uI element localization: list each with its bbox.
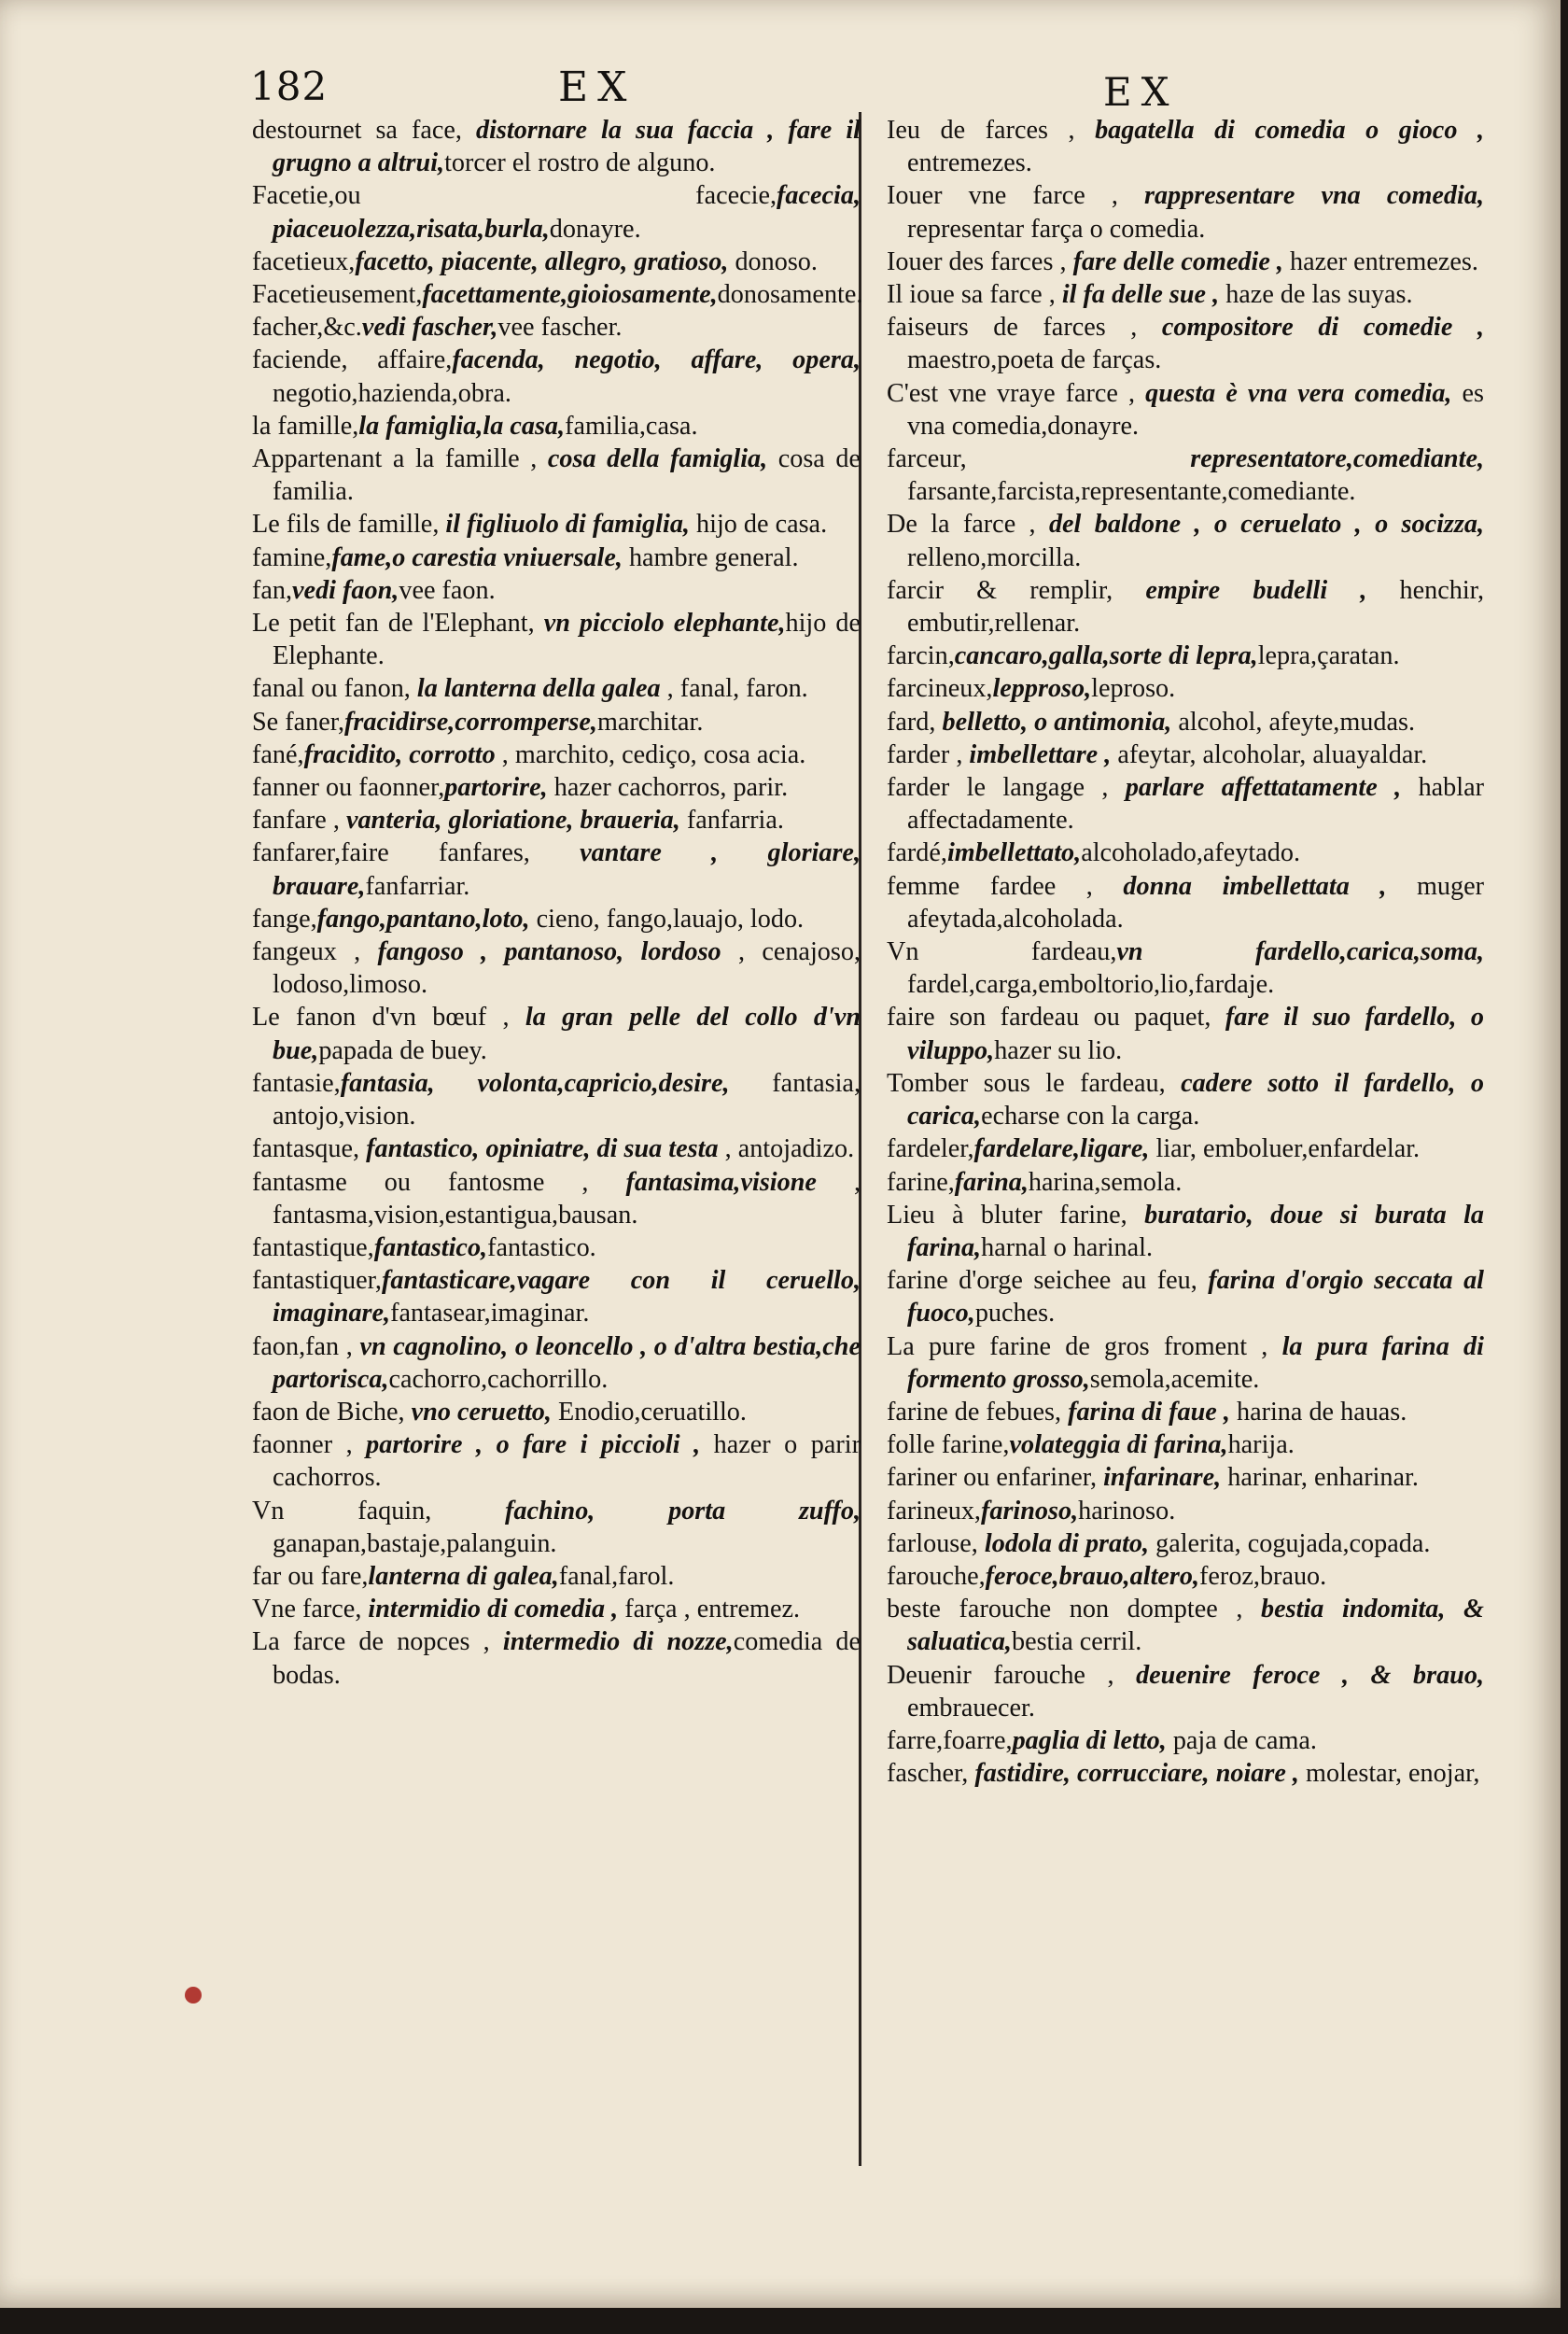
dictionary-entry [887, 1199, 1484, 1264]
spanish-gloss: ganapan,bastaje,palanguin. [273, 1528, 557, 1558]
dictionary-entry [252, 1560, 861, 1593]
dictionary-entry [887, 246, 1484, 278]
left-running-head: EX [558, 63, 637, 111]
dictionary-entry [252, 1428, 861, 1494]
french-headword: farcin, [887, 641, 955, 671]
dictionary-entry [887, 1067, 1484, 1132]
dictionary-entry [252, 443, 861, 508]
italian-gloss: imbellettare , [969, 739, 1112, 769]
french-headword: Il ioue sa farce , [887, 280, 1062, 310]
spanish-gloss: , fantasma,vision,estantigua,bausan. [273, 1167, 861, 1230]
dictionary-entry [887, 1461, 1484, 1494]
dictionary-entry [887, 837, 1484, 869]
dictionary-entry [252, 1067, 861, 1132]
dictionary-entry [887, 1527, 1484, 1560]
french-headword: farlouse, [887, 1528, 985, 1558]
french-headword: Iouer vne farce , [887, 181, 1145, 211]
italian-gloss: questa è vna vera comedia, [1145, 378, 1452, 408]
dictionary-entry [887, 1757, 1484, 1790]
spanish-gloss: donayre. [549, 214, 641, 244]
left-column [252, 114, 861, 1692]
dictionary-entry [252, 837, 861, 902]
french-headword: fanner ou faonner, [252, 773, 445, 803]
french-headword: destournet sa face, [252, 116, 476, 145]
dictionary-entry [252, 903, 861, 935]
italian-gloss: fantasticare,vagare con il ceruello, imaginare, [273, 1266, 861, 1329]
spanish-gloss: negotio,hazienda,obra. [273, 378, 511, 408]
french-headword: fange, [252, 904, 317, 934]
spanish-gloss: harina,semola. [1028, 1167, 1183, 1197]
french-headword: faciende, affaire, [252, 345, 453, 375]
spanish-gloss: es vna comedia,donayre. [907, 378, 1484, 441]
italian-gloss: distornare la sua faccia , fare il grugno a altrui, [273, 116, 861, 178]
spanish-gloss: semola,acemite. [1089, 1364, 1260, 1394]
french-headword: fané, [252, 739, 304, 769]
french-headword: beste farouche non domptee , [887, 1595, 1262, 1624]
french-headword: farder le langage , [887, 773, 1126, 803]
french-headword: fanfare , [252, 806, 346, 836]
italian-gloss: farina, [954, 1167, 1029, 1197]
italian-gloss: rappresentare vna comedia, [1144, 181, 1484, 211]
dictionary-entry [887, 935, 1484, 1001]
french-headword: La farce de nopces , [252, 1627, 503, 1657]
spanish-gloss: , fanal, faron. [660, 674, 808, 704]
spanish-gloss: representar farça o comedia. [907, 214, 1206, 244]
french-headword: fardé, [887, 838, 947, 868]
french-headword: farcir & remplir, [887, 575, 1146, 605]
italian-gloss: donna imbellettata , [1123, 871, 1387, 901]
spanish-gloss: fardel,carga,emboltorio,lio,fardaje. [907, 970, 1275, 1000]
italian-gloss: farina di faue , [1068, 1397, 1230, 1427]
italian-gloss: fastidire, corrucciare, noiare , [974, 1759, 1299, 1789]
french-headword: fantasie, [252, 1068, 341, 1098]
french-headword: fantastique, [252, 1232, 374, 1262]
french-headword: fangeux , [252, 937, 378, 967]
dictionary-entry [887, 1593, 1484, 1658]
italian-gloss: fantasia, volonta,capricio,desire, [340, 1068, 730, 1098]
italian-gloss: la lanterna della galea [416, 674, 661, 704]
italian-gloss: fardelare,ligare, [973, 1134, 1150, 1164]
dictionary-entry [887, 738, 1484, 771]
dictionary-entry [887, 672, 1484, 705]
spanish-gloss: Enodio,ceruatillo. [551, 1397, 747, 1427]
french-headword: faiseurs de farces , [887, 313, 1162, 343]
spanish-gloss: fantasia, antojo,vision. [273, 1068, 861, 1132]
spanish-gloss: harinar, enharinar. [1221, 1463, 1419, 1493]
dictionary-entry [887, 311, 1484, 376]
french-headword: famine, [252, 542, 332, 572]
french-headword: Le petit fan de l'Elephant, [252, 609, 544, 639]
french-headword: fardeler, [887, 1134, 974, 1164]
dictionary-entry [887, 278, 1484, 311]
french-headword: fascher, [887, 1759, 975, 1789]
italian-gloss: fango,pantano,loto, [316, 904, 530, 934]
spanish-gloss: maestro,poeta de farças. [907, 345, 1162, 375]
french-headword: Le fanon d'vn bœuf , [252, 1003, 525, 1033]
italian-gloss: vanteria, gloriatione, braueria, [345, 806, 680, 836]
spanish-gloss: , cenajoso, lodoso,limoso. [273, 937, 861, 1000]
dictionary-entry [887, 1560, 1484, 1593]
italian-gloss: la pura farina di formento grosso, [907, 1331, 1484, 1394]
italian-gloss: il fa delle sue , [1061, 280, 1220, 310]
dictionary-entry [252, 508, 861, 541]
french-headword: Facetieusement, [252, 280, 423, 310]
french-headword: farine de febues, [887, 1397, 1069, 1427]
italian-gloss: empire budelli , [1145, 575, 1367, 605]
dictionary-entry [252, 1001, 861, 1066]
italian-gloss: volateggia di farina, [1009, 1430, 1228, 1460]
italian-gloss: fantastico, opiniatre, di sua testa [366, 1134, 719, 1164]
italian-gloss: vn fardello,carica,soma, [1116, 937, 1484, 967]
spanish-gloss: cachorro,cachorrillo. [388, 1364, 609, 1394]
french-headword: fariner ou enfariner, [887, 1463, 1104, 1493]
spanish-gloss: henchir, embutir,rellenar. [907, 575, 1484, 639]
italian-gloss: del baldone , o ceruelato , o socizza, [1048, 510, 1484, 540]
french-headword: Deuenir farouche , [887, 1660, 1137, 1690]
spanish-gloss: leproso. [1091, 674, 1176, 704]
spanish-gloss: relleno,morcilla. [907, 542, 1082, 572]
italian-gloss: fangoso , pantanoso, lordoso [377, 937, 721, 967]
spanish-gloss: embrauecer. [907, 1693, 1035, 1722]
dictionary-entry [252, 114, 861, 179]
italian-gloss: buratario, doue si burata la farina, [907, 1200, 1484, 1262]
french-headword: fan, [252, 575, 293, 605]
dictionary-entry [887, 114, 1484, 179]
dictionary-entry [887, 1166, 1484, 1199]
dictionary-entry [252, 541, 861, 574]
french-headword: fantasque, [252, 1134, 367, 1164]
spanish-gloss: cosa de familia. [273, 444, 861, 507]
italian-gloss: fachino, porta zuffo, [505, 1496, 861, 1526]
italian-gloss: compositore di comedie , [1161, 313, 1484, 343]
spanish-gloss: feroz,brauo. [1199, 1561, 1327, 1591]
italian-gloss: cadere sotto il fardello, o carica, [907, 1068, 1484, 1132]
spanish-gloss: liar, emboluer,enfardelar. [1149, 1134, 1421, 1164]
dictionary-entry [887, 1724, 1484, 1757]
spanish-gloss: fanfarriar. [365, 871, 470, 901]
spanish-gloss: alcoholado,afeytado. [1081, 838, 1300, 868]
dictionary-entry [887, 443, 1484, 508]
spanish-gloss: hijo de Elephante. [273, 609, 861, 671]
french-headword: farre,foarre, [887, 1725, 1013, 1755]
italian-gloss: fracidito, corrotto [303, 739, 496, 769]
french-headword: facher,&c. [252, 313, 362, 343]
french-headword: Vn fardeau, [887, 937, 1117, 967]
italian-gloss: la famiglia,la casa, [358, 411, 566, 441]
french-headword: Vn faquin, [252, 1496, 506, 1526]
dictionary-entry [887, 574, 1484, 640]
french-headword: farder , [887, 739, 970, 769]
french-headword: farcineux, [887, 674, 993, 704]
spanish-gloss: familia,casa. [565, 411, 698, 441]
italian-gloss: vn cagnolino, o leoncello , o d'altra bestia,che partorisca, [273, 1331, 861, 1394]
french-headword: farouche, [887, 1561, 986, 1591]
french-headword: fantastiquer, [252, 1266, 382, 1296]
italian-gloss: belletto, o antimonia, [942, 707, 1172, 737]
italian-gloss: facettamente,gioiosamente, [422, 280, 718, 310]
dictionary-entry [887, 706, 1484, 738]
dictionary-entry [252, 706, 861, 738]
italian-gloss: parlare affettatamente , [1125, 773, 1402, 803]
italian-gloss: fame,o carestia vniuersale, [331, 542, 623, 572]
spanish-gloss: vee faon. [399, 575, 496, 605]
french-headword: Iouer des farces , [887, 246, 1073, 276]
italian-gloss: vn picciolo elephante, [543, 609, 786, 639]
spanish-gloss: donosamente. [717, 280, 863, 310]
french-headword: Tomber sous le fardeau, [887, 1068, 1182, 1098]
dictionary-entry [252, 1495, 861, 1560]
italian-gloss: feroce,brauo,altero, [985, 1561, 1200, 1591]
dictionary-entry [252, 1593, 861, 1625]
french-headword: Le fils de famille, [252, 510, 446, 540]
dictionary-entry [252, 672, 861, 705]
ink-mark [185, 1987, 202, 2004]
italian-gloss: fare delle comedie , [1072, 246, 1283, 276]
french-headword: facetieux, [252, 246, 356, 276]
french-headword: faon,fan , [252, 1331, 360, 1361]
french-headword: farceur, [887, 444, 1191, 474]
spanish-gloss: bestia cerril. [1011, 1627, 1142, 1657]
italian-gloss: intermedio di nozze, [502, 1627, 734, 1657]
dictionary-entry [887, 1495, 1484, 1527]
spanish-gloss: fanfarria. [679, 806, 784, 836]
spanish-gloss: fanal,farol. [558, 1561, 675, 1591]
spanish-gloss: comedia de bodas. [273, 1627, 861, 1690]
italian-gloss: il figliuolo di famiglia, [445, 510, 690, 540]
french-headword: Vne farce, [252, 1595, 369, 1624]
spanish-gloss: farsante,farcista,representante,comediante. [907, 477, 1356, 507]
dictionary-entry [252, 1132, 861, 1165]
italian-gloss: imbellettato, [946, 838, 1082, 868]
dictionary-entry [252, 1625, 861, 1691]
spanish-gloss: harija. [1227, 1430, 1295, 1460]
right-running-head: EX [1103, 69, 1179, 115]
italian-gloss: la gran pelle del collo d'vn bue, [273, 1003, 861, 1065]
italian-gloss: partorire, [444, 773, 548, 803]
dictionary-entry [252, 246, 861, 278]
french-headword: C'est vne vraye farce , [887, 378, 1146, 408]
dictionary-entry [252, 278, 861, 311]
italian-gloss: bestia indomita, & saluatica, [907, 1595, 1484, 1657]
french-headword: folle farine, [887, 1430, 1010, 1460]
dictionary-entry [252, 771, 861, 804]
dictionary-entry [252, 1330, 861, 1396]
spanish-gloss: hambre general. [622, 542, 799, 572]
italian-gloss: infarinare, [1103, 1463, 1222, 1493]
italian-gloss: fracidirse,corromperse, [344, 707, 597, 737]
italian-gloss: vno ceruetto, [411, 1397, 552, 1427]
spanish-gloss: hijo de casa. [689, 510, 828, 540]
page-header [0, 58, 1561, 114]
spanish-gloss: farça , entremez. [618, 1595, 801, 1624]
spanish-gloss: fantasear,imaginar. [390, 1299, 590, 1329]
dictionary-entry [887, 870, 1484, 935]
dictionary-entry [887, 1428, 1484, 1461]
french-headword: far ou fare, [252, 1561, 369, 1591]
spanish-gloss: puches. [974, 1299, 1056, 1329]
french-headword: Ieu de farces , [887, 116, 1096, 145]
spanish-gloss: haze de las suyas. [1219, 280, 1413, 310]
dictionary-entry [887, 508, 1484, 573]
french-headword: faire son fardeau ou paquet, [887, 1003, 1225, 1033]
dictionary-entry [887, 1659, 1484, 1724]
spanish-gloss: , marchito, cediço, cosa acia. [495, 739, 806, 769]
french-headword: femme fardee , [887, 871, 1124, 901]
spanish-gloss: harinoso. [1078, 1496, 1176, 1526]
dictionary-entry [887, 1264, 1484, 1329]
italian-gloss: representatore,comediante, [1190, 444, 1484, 474]
dictionary-entry [887, 179, 1484, 245]
italian-gloss: facecia, piaceuolezza,risata,burla, [273, 181, 861, 244]
italian-gloss: fare il suo fardello, o viluppo, [907, 1003, 1484, 1065]
dictionary-entry [252, 344, 861, 409]
dictionary-entry [887, 1132, 1484, 1165]
italian-gloss: cosa della famiglia, [547, 444, 768, 474]
spanish-gloss: marchitar. [596, 707, 704, 737]
italian-gloss: cancaro,galla,sorte di lepra, [954, 641, 1258, 671]
french-headword: farineux, [887, 1496, 981, 1526]
dictionary-entry [252, 804, 861, 837]
italian-gloss: lanterna di galea, [368, 1561, 559, 1591]
dictionary-entry [252, 1231, 861, 1264]
french-headword: fanfarer,faire fanfares, [252, 838, 581, 868]
dictionary-entry [252, 1396, 861, 1428]
spanish-gloss: fantastico. [487, 1232, 596, 1262]
french-headword: faon de Biche, [252, 1397, 412, 1427]
spanish-gloss: harnal o harinal. [981, 1232, 1154, 1262]
dictionary-entry [252, 410, 861, 443]
spanish-gloss: vee fascher. [497, 313, 623, 343]
spanish-gloss: donoso. [728, 246, 818, 276]
dictionary-entry [887, 771, 1484, 837]
right-column [887, 114, 1484, 1790]
spanish-gloss: hazer su lio. [994, 1035, 1123, 1065]
dictionary-entry [252, 1264, 861, 1329]
french-headword: farine, [887, 1167, 955, 1197]
page-number: 182 [250, 63, 329, 109]
italian-gloss: vedi faon, [292, 575, 399, 605]
spanish-gloss: hablar affectadamente. [907, 773, 1484, 836]
italian-gloss: vedi fascher, [361, 313, 498, 343]
spanish-gloss: torcer el rostro de alguno. [444, 148, 716, 178]
dictionary-entry [887, 1330, 1484, 1396]
spanish-gloss: hazer o parir cachorros. [273, 1430, 861, 1493]
dictionary-entry [887, 377, 1484, 443]
spanish-gloss: paja de cama. [1166, 1725, 1317, 1755]
spanish-gloss: molestar, enojar, [1298, 1759, 1480, 1789]
dictionary-entry [252, 574, 861, 607]
dictionary-entry [252, 179, 861, 245]
dictionary-entry [252, 935, 861, 1001]
french-headword: farine d'orge seichee au feu, [887, 1266, 1209, 1296]
italian-gloss: intermidio di comedia , [368, 1595, 619, 1624]
french-headword: La pure farine de gros froment , [887, 1331, 1282, 1361]
spanish-gloss: cieno, fango,lauajo, lodo. [529, 904, 805, 934]
french-headword: fanal ou fanon, [252, 674, 417, 704]
spanish-gloss: muger afeytada,alcoholada. [907, 871, 1484, 934]
spanish-gloss: alcohol, afeyte,mudas. [1171, 707, 1415, 737]
italian-gloss: farinoso, [980, 1496, 1079, 1526]
italian-gloss: facenda, negotio, affare, opera, [452, 345, 861, 375]
spanish-gloss: papada de buey. [318, 1035, 487, 1065]
italian-gloss: fantastico, [373, 1232, 488, 1262]
dictionary-entry [887, 1396, 1484, 1428]
french-headword: De la farce , [887, 510, 1049, 540]
italian-gloss: partorire , o fare i piccioli , [366, 1430, 701, 1460]
spanish-gloss: afeytar, alcoholar, aluayaldar. [1111, 739, 1428, 769]
dictionary-entry [252, 1166, 861, 1231]
spanish-gloss: echarse con la carga. [981, 1102, 1200, 1132]
italian-gloss: fantasima,visione [625, 1167, 817, 1197]
italian-gloss: bagatella di comedia o gioco , [1095, 116, 1484, 145]
spanish-gloss: , antojadizo. [718, 1134, 855, 1164]
french-headword: Facetie,ou facecie, [252, 181, 777, 211]
spanish-gloss: hazer cachorros, parir. [547, 773, 789, 803]
dictionary-entry [252, 738, 861, 771]
italian-gloss: paglia di letto, [1012, 1725, 1167, 1755]
italian-gloss: vantare , gloriare, brauare, [273, 838, 861, 901]
french-headword: Appartenant a la famille , [252, 444, 548, 474]
dictionary-entry [887, 1001, 1484, 1066]
spanish-gloss: hazer entremezes. [1282, 246, 1478, 276]
spanish-gloss: harina de hauas. [1229, 1397, 1407, 1427]
french-headword: Se faner, [252, 707, 345, 737]
italian-gloss: facetto, piacente, allegro, gratioso, [355, 246, 729, 276]
french-headword: Lieu à bluter farine, [887, 1200, 1145, 1230]
spanish-gloss: lepra,çaratan. [1257, 641, 1400, 671]
dictionary-entry [887, 640, 1484, 672]
dictionary-entry [252, 311, 861, 344]
spanish-gloss: entremezes. [907, 148, 1032, 178]
italian-gloss: farina d'orgio seccata al fuoco, [907, 1266, 1484, 1329]
french-headword: faonner , [252, 1430, 367, 1460]
dictionary-entry [252, 607, 861, 672]
italian-gloss: deuenire feroce , & brauo, [1136, 1660, 1484, 1690]
french-headword: fard, [887, 707, 943, 737]
italian-gloss: lodola di prato, [984, 1528, 1150, 1558]
italian-gloss: lepproso, [992, 674, 1092, 704]
french-headword: la famille, [252, 411, 359, 441]
spanish-gloss: galerita, cogujada,copada. [1149, 1528, 1431, 1558]
french-headword: fantasme ou fantosme , [252, 1167, 626, 1197]
